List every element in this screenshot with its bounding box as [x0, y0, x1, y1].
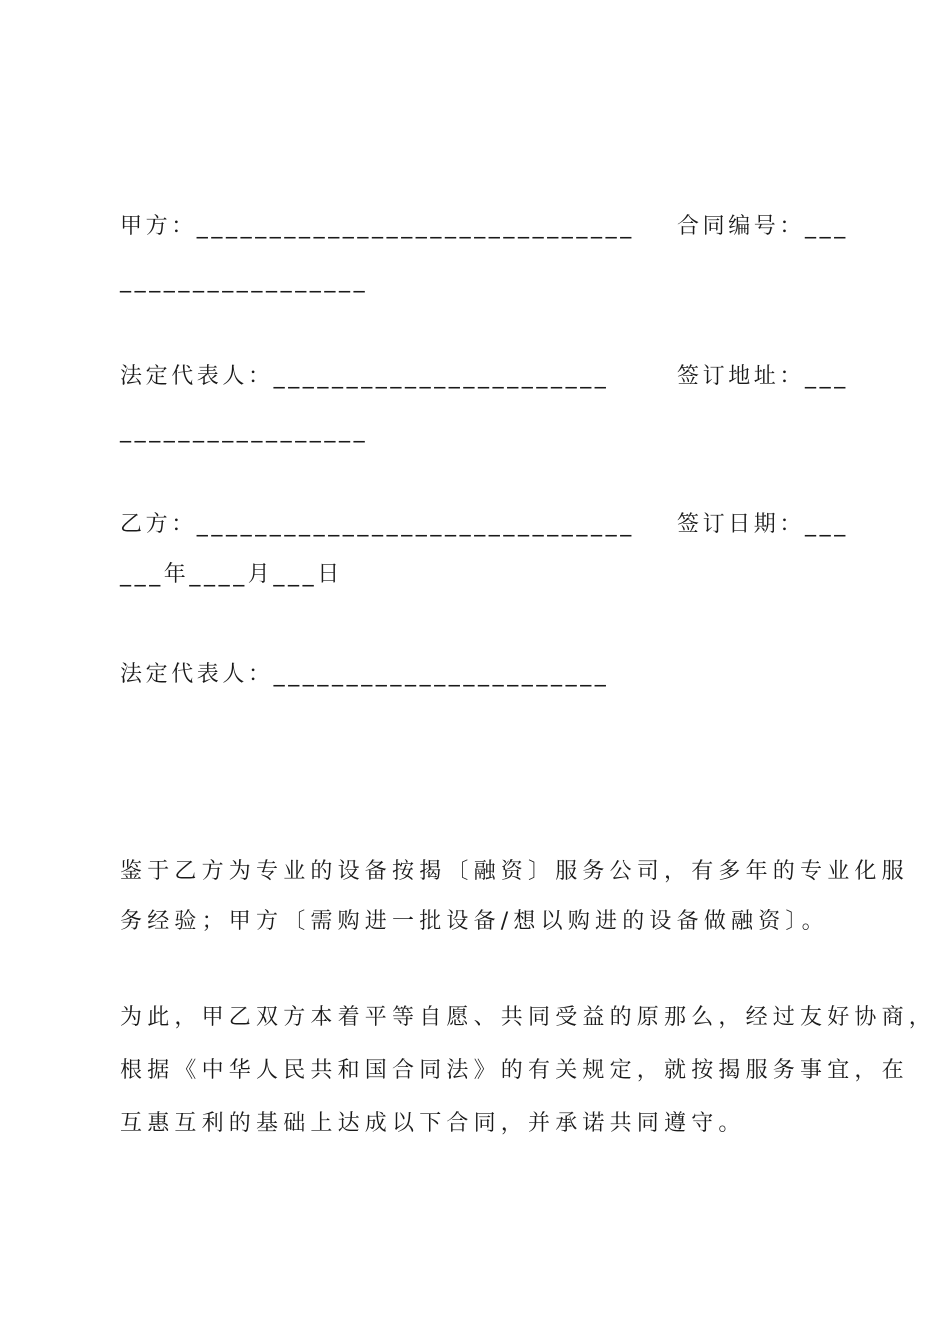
- contract-number-field: 合同编号：___: [677, 214, 849, 239]
- sign-date-field: 签订日期：___: [677, 512, 849, 537]
- para1-line1: 鉴于乙方为专业的设备按揭〔融资〕服务公司，有多年的专业化服: [120, 859, 909, 884]
- sign-date-blank: ___年____月___日: [120, 562, 343, 587]
- para1-line2: 务经验；甲方〔需购进一批设备/想以购进的设备做融资〕。: [120, 909, 829, 934]
- sign-address-blank: _________________: [120, 418, 369, 443]
- legal-rep-a-row: [120, 362, 849, 392]
- sign-date-continuation: [120, 560, 840, 590]
- sign-address-field: 签订地址：___: [677, 364, 849, 389]
- party-a-row: [120, 212, 849, 242]
- legal-rep-b-field: 法定代表人：_______________________: [120, 662, 610, 687]
- para2-line3: 互惠互利的基础上达成以下合同，并承诺共同遵守。: [120, 1111, 746, 1136]
- para2-line1: 为此，甲乙双方本着平等自愿、共同受益的原那么，经过友好协商，: [120, 1005, 937, 1030]
- party-b-field: 乙方：______________________________: [120, 512, 635, 537]
- legal-rep-a-field: 法定代表人：_______________________: [120, 364, 610, 389]
- sign-address-continuation: [120, 416, 840, 446]
- contract-number-blank: _________________: [120, 268, 369, 293]
- legal-rep-b-row: [120, 660, 840, 690]
- party-a-field: 甲方：______________________________: [120, 214, 635, 239]
- contract-number-continuation: [120, 266, 840, 296]
- para2-line2: 根据《中华人民共和国合同法》的有关规定，就按揭服务事宜，在: [120, 1058, 909, 1083]
- party-b-row: [120, 510, 849, 540]
